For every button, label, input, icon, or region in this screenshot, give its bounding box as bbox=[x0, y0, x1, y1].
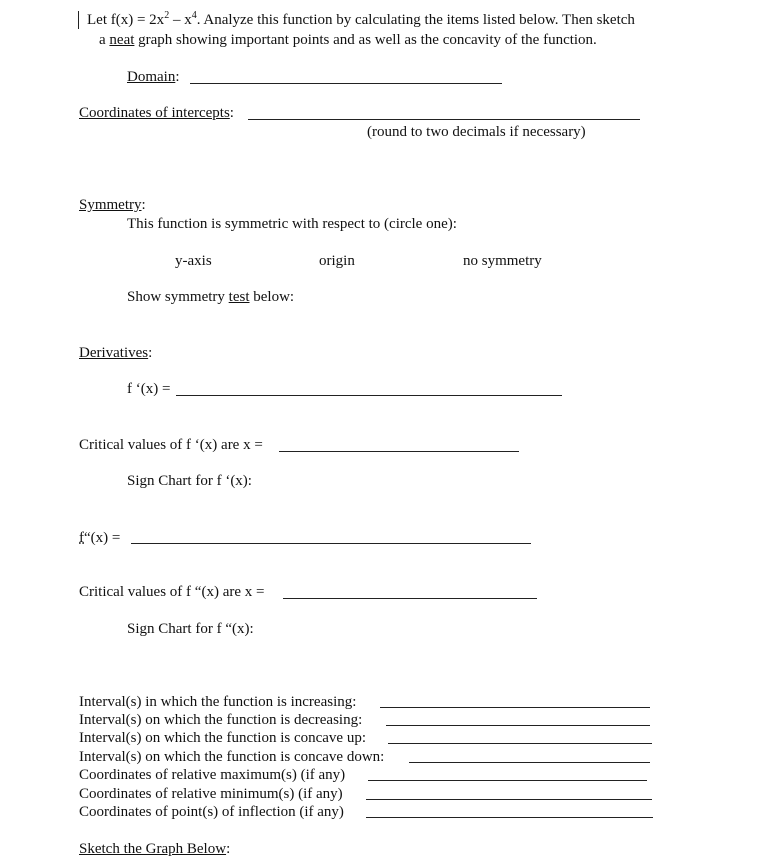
intro-text: . Analyze this function by calculating the items listed below. Then sketch bbox=[196, 12, 635, 28]
concave-up-answer-line[interactable] bbox=[388, 743, 652, 744]
colon: : bbox=[175, 69, 180, 85]
exponent-2: 2 bbox=[164, 10, 170, 21]
sketch-text: Sketch the Graph Below bbox=[79, 841, 227, 857]
symmetry-prompt: This function is symmetric with respect to (circle one): bbox=[127, 216, 457, 232]
relative-min-answer-line[interactable] bbox=[366, 799, 652, 800]
first-critical-label: Critical values of f ‘(x) are x = bbox=[79, 437, 263, 453]
intro-text: – x bbox=[169, 12, 192, 28]
derivatives-text: Derivatives bbox=[79, 345, 149, 361]
increasing-answer-line[interactable] bbox=[380, 707, 650, 708]
concave-up-label: Interval(s) on which the function is concave up: bbox=[79, 730, 366, 746]
domain-label bbox=[127, 68, 180, 86]
second-derivative-label bbox=[79, 529, 120, 547]
intro-line-1 bbox=[87, 11, 635, 29]
second-critical-answer-line[interactable] bbox=[283, 598, 537, 599]
colon: : bbox=[229, 105, 234, 121]
increasing-label: Interval(s) in which the function is increasing: bbox=[79, 694, 357, 710]
first-critical-answer-line[interactable] bbox=[279, 451, 519, 452]
first-sign-chart-label: Sign Chart for f ‘(x): bbox=[127, 473, 252, 489]
inflection-label: Coordinates of point(s) of inflection (if any) bbox=[79, 804, 344, 820]
intro-text: a bbox=[99, 32, 110, 48]
symmetry-heading bbox=[79, 196, 146, 214]
intercepts-note: (round to two decimals if necessary) bbox=[367, 124, 586, 140]
symmetry-text: Symmetry bbox=[79, 197, 142, 213]
colon: : bbox=[148, 345, 153, 361]
concave-down-label: Interval(s) on which the function is concave down: bbox=[79, 749, 385, 765]
decreasing-answer-line[interactable] bbox=[386, 725, 650, 726]
f-letter: f bbox=[79, 530, 84, 546]
relative-max-answer-line[interactable] bbox=[368, 780, 647, 781]
concave-down-answer-line[interactable] bbox=[409, 762, 650, 763]
intercepts-label bbox=[79, 104, 234, 122]
intercepts-text: Coordinates of intercepts bbox=[79, 105, 230, 121]
inflection-answer-line[interactable] bbox=[366, 817, 653, 818]
option-origin[interactable]: origin bbox=[319, 253, 355, 269]
domain-answer-line[interactable] bbox=[190, 83, 502, 84]
text-cursor bbox=[78, 11, 79, 29]
colon: : bbox=[141, 197, 146, 213]
derivatives-heading bbox=[79, 344, 152, 362]
symmetry-test-text: below: bbox=[249, 289, 295, 305]
sketch-label bbox=[79, 840, 230, 858]
intro-text: Let f(x) = 2x bbox=[87, 12, 165, 28]
first-derivative-answer-line[interactable] bbox=[176, 395, 562, 396]
exponent-4: 4 bbox=[191, 10, 197, 21]
neat-word: neat bbox=[109, 32, 135, 48]
second-derivative-answer-line[interactable] bbox=[131, 543, 531, 544]
second-derivative-text: “(x) = bbox=[84, 530, 121, 546]
option-no-symmetry[interactable]: no symmetry bbox=[463, 253, 542, 269]
second-sign-chart-label: Sign Chart for f “(x): bbox=[127, 621, 254, 637]
test-word: test bbox=[228, 289, 250, 305]
colon: : bbox=[226, 841, 231, 857]
intro-line-2 bbox=[99, 31, 597, 49]
relative-max-label: Coordinates of relative maximum(s) (if any) bbox=[79, 767, 346, 783]
intercepts-answer-line[interactable] bbox=[248, 119, 640, 120]
option-y-axis[interactable]: y-axis bbox=[175, 253, 212, 269]
second-critical-label: Critical values of f “(x) are x = bbox=[79, 584, 265, 600]
symmetry-test-text: Show symmetry bbox=[127, 289, 229, 305]
decreasing-label: Interval(s) on which the function is decreasing: bbox=[79, 712, 363, 728]
symmetry-test-label bbox=[127, 288, 294, 306]
intro-text: graph showing important points and as well as the concavity of the function. bbox=[134, 32, 597, 48]
relative-min-label: Coordinates of relative minimum(s) (if any) bbox=[79, 786, 343, 802]
first-derivative-label: f ‘(x) = bbox=[127, 381, 171, 397]
domain-text: Domain bbox=[127, 69, 176, 85]
